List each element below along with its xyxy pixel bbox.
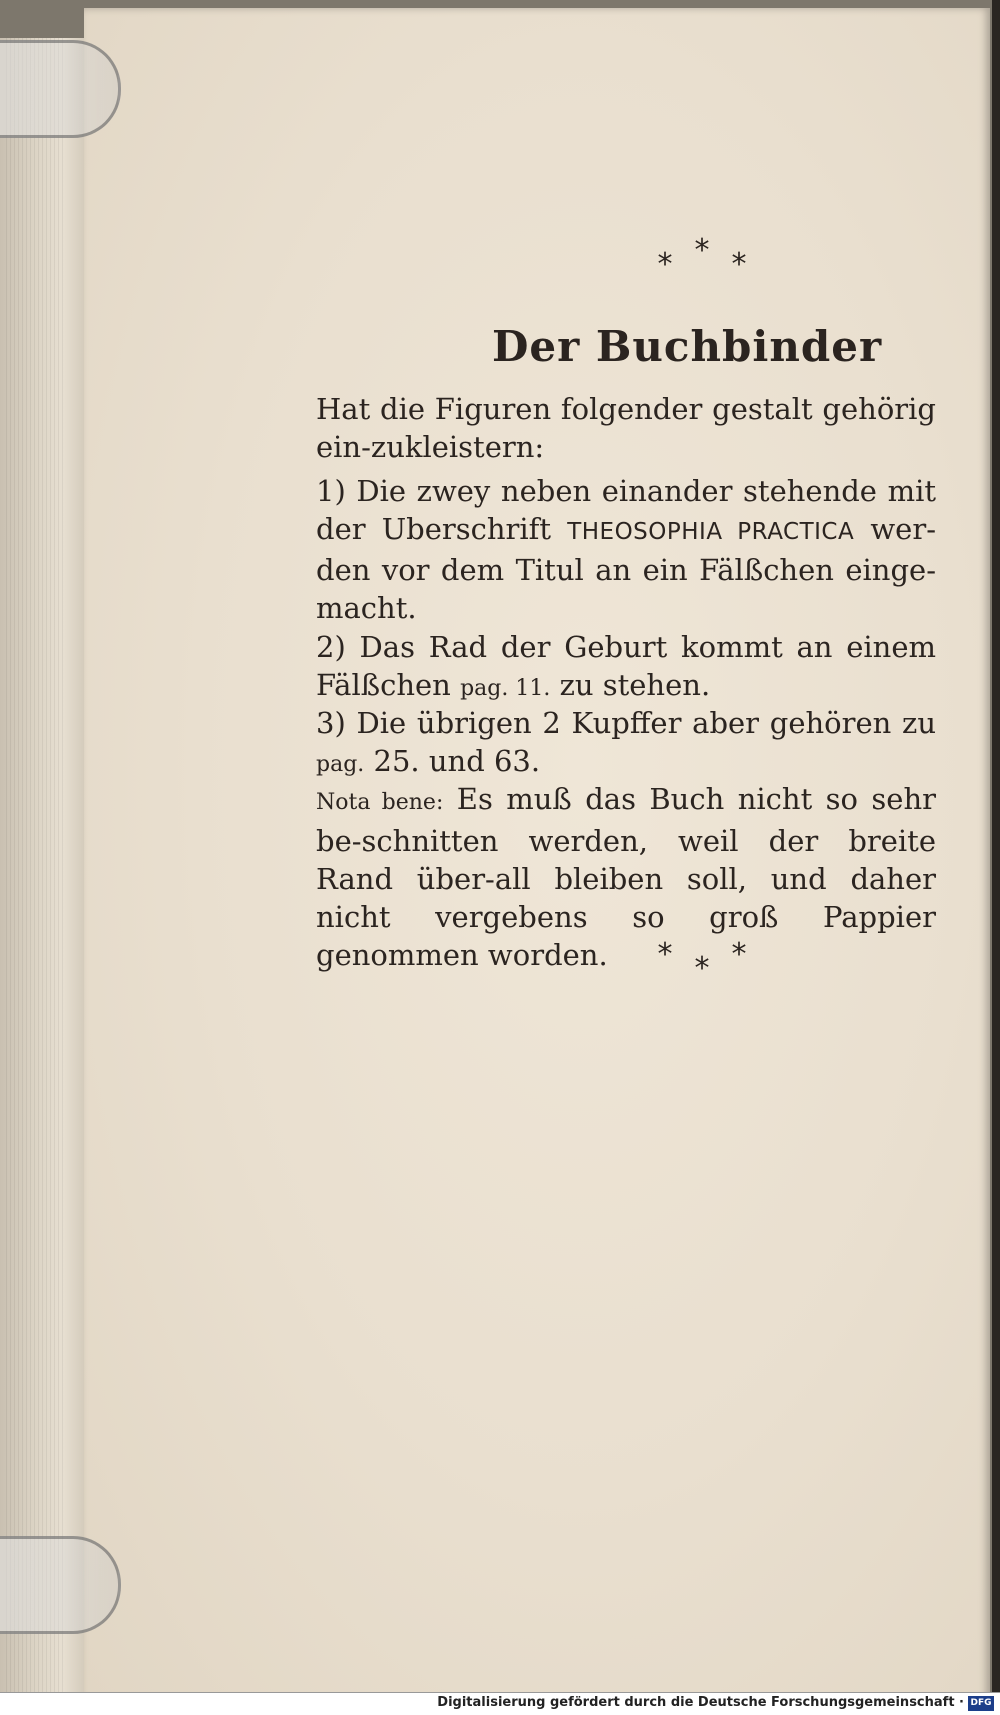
item-text: Das Rad der Geburt kommt an einem Fälßchen (316, 630, 936, 702)
list-item-1 (316, 472, 936, 627)
item-text: 25. und 63. (373, 744, 541, 778)
page-title: Der Buchbinder (492, 322, 883, 371)
funding-credit: Digitalisierung gefördert durch die Deutsche Forschungsgemeinschaft · (437, 1695, 964, 1710)
list-item-2 (316, 628, 936, 708)
nota-bene-label: Nota bene: (316, 790, 444, 815)
page-stack-edge (0, 38, 90, 1698)
star: * (657, 247, 695, 282)
glass-clamp-bottom (0, 1536, 121, 1634)
page-reference: pag. (316, 752, 365, 777)
list-item-3 (316, 704, 936, 784)
bottom-ornament (548, 937, 878, 986)
scan-edge (992, 0, 1000, 1715)
star: * (731, 937, 769, 972)
glass-clamp-top (0, 40, 121, 138)
star: * (731, 247, 769, 282)
page-reference: pag. 11. (460, 676, 551, 701)
top-ornament (548, 233, 878, 282)
star: * (657, 937, 695, 972)
footer-bar (0, 1692, 1000, 1715)
star: * (694, 233, 732, 268)
star: * (694, 951, 732, 986)
dfg-logo-icon: DFG (968, 1696, 994, 1711)
item-text: wer-den vor dem Titul an ein Fälßchen einge-macht. (316, 512, 936, 625)
item-text: zu stehen. (559, 668, 711, 702)
item-text: Die übrigen 2 Kupffer aber gehören zu (356, 706, 936, 740)
item-number: 2) (316, 630, 346, 664)
nota-bene-text: Es muß das Buch nicht so sehr be-schnitten werden, weil der breite Rand über-all bleiben soll, und daher nicht vergebens so groß Pappier genommen worden. (316, 782, 936, 972)
intro-paragraph: Hat die Figuren folgender gestalt gehörig ein-zukleistern: (316, 392, 936, 464)
item-number: 1) (316, 474, 346, 508)
item-number: 3) (316, 706, 346, 740)
item-text: Die zwey neben einander stehende mit der Uberschrift (316, 474, 936, 546)
latin-title: THEOSOPHIA PRACTICA (567, 519, 855, 545)
